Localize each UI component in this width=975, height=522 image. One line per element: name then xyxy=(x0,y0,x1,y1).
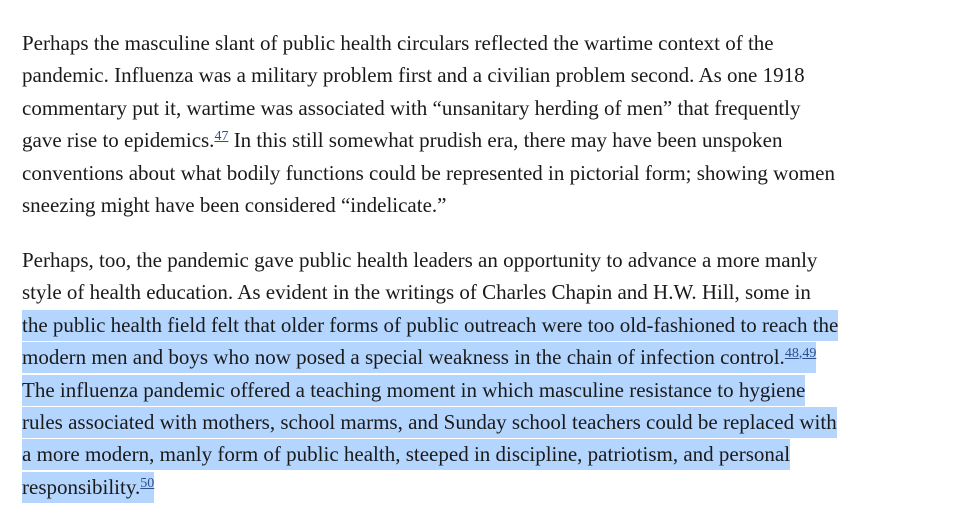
text-line: conventions about what bodily functions could be represented in pictorial form; showing women xyxy=(22,160,835,185)
footnote-ref-47 xyxy=(214,129,228,144)
text-segment: modern men and boys who now posed a special weakness in the chain of infection control. xyxy=(22,345,785,370)
footnote-separator: , xyxy=(798,346,803,362)
footnote-link-47[interactable]: 47 xyxy=(214,129,229,145)
text-line xyxy=(22,124,835,156)
footnote-link-49[interactable]: 49 xyxy=(802,346,817,362)
selected-text: The influenza pandemic offered a teaching moment in which masculine resistance to hygiene xyxy=(22,375,805,406)
text-line: commentary put it, wartime was associated with “unsanitary herding of men” that frequently xyxy=(22,95,801,120)
footnote-ref-50 xyxy=(140,476,154,491)
footnote-link-48[interactable]: 48 xyxy=(784,346,799,362)
text-line xyxy=(22,438,838,470)
footnote-link-50[interactable]: 50 xyxy=(140,475,155,491)
text-segment: gave rise to epidemics. xyxy=(22,128,215,153)
selected-text xyxy=(22,342,816,373)
text-line: pandemic. Influenza was a military problem first and a civilian problem second. As one 1918 xyxy=(22,63,805,88)
text-line: Perhaps, too, the pandemic gave public health leaders an opportunity to advance a more manly xyxy=(22,248,818,272)
selected-text: a more modern, manly form of public health, steeped in discipline, patriotism, and personal xyxy=(22,439,790,470)
text-line xyxy=(22,309,838,341)
selected-text xyxy=(22,472,154,503)
selected-text: rules associated with mothers, school marms, and Sunday school teachers could be replaced with xyxy=(22,407,837,438)
text-segment: responsibility. xyxy=(22,474,141,499)
footnote-ref-48-49 xyxy=(785,346,817,361)
text-line: sneezing might have been considered “indelicate.” xyxy=(22,193,447,218)
text-line xyxy=(22,341,838,373)
text-segment: In this still somewhat prudish era, there may have been unspoken xyxy=(228,128,783,153)
selected-text: the public health field felt that older forms of public outreach were too old-fashioned to reach the xyxy=(22,310,838,341)
paragraph-1 xyxy=(22,27,835,221)
text-line: Perhaps the masculine slant of public health circulars reflected the wartime context of the xyxy=(22,31,774,55)
paragraph-2 xyxy=(22,244,838,503)
text-line xyxy=(22,406,838,438)
text-line xyxy=(22,471,838,503)
text-line xyxy=(22,374,838,406)
text-line: style of health education. As evident in the writings of Charles Chapin and H.W. Hill, some in xyxy=(22,280,811,305)
